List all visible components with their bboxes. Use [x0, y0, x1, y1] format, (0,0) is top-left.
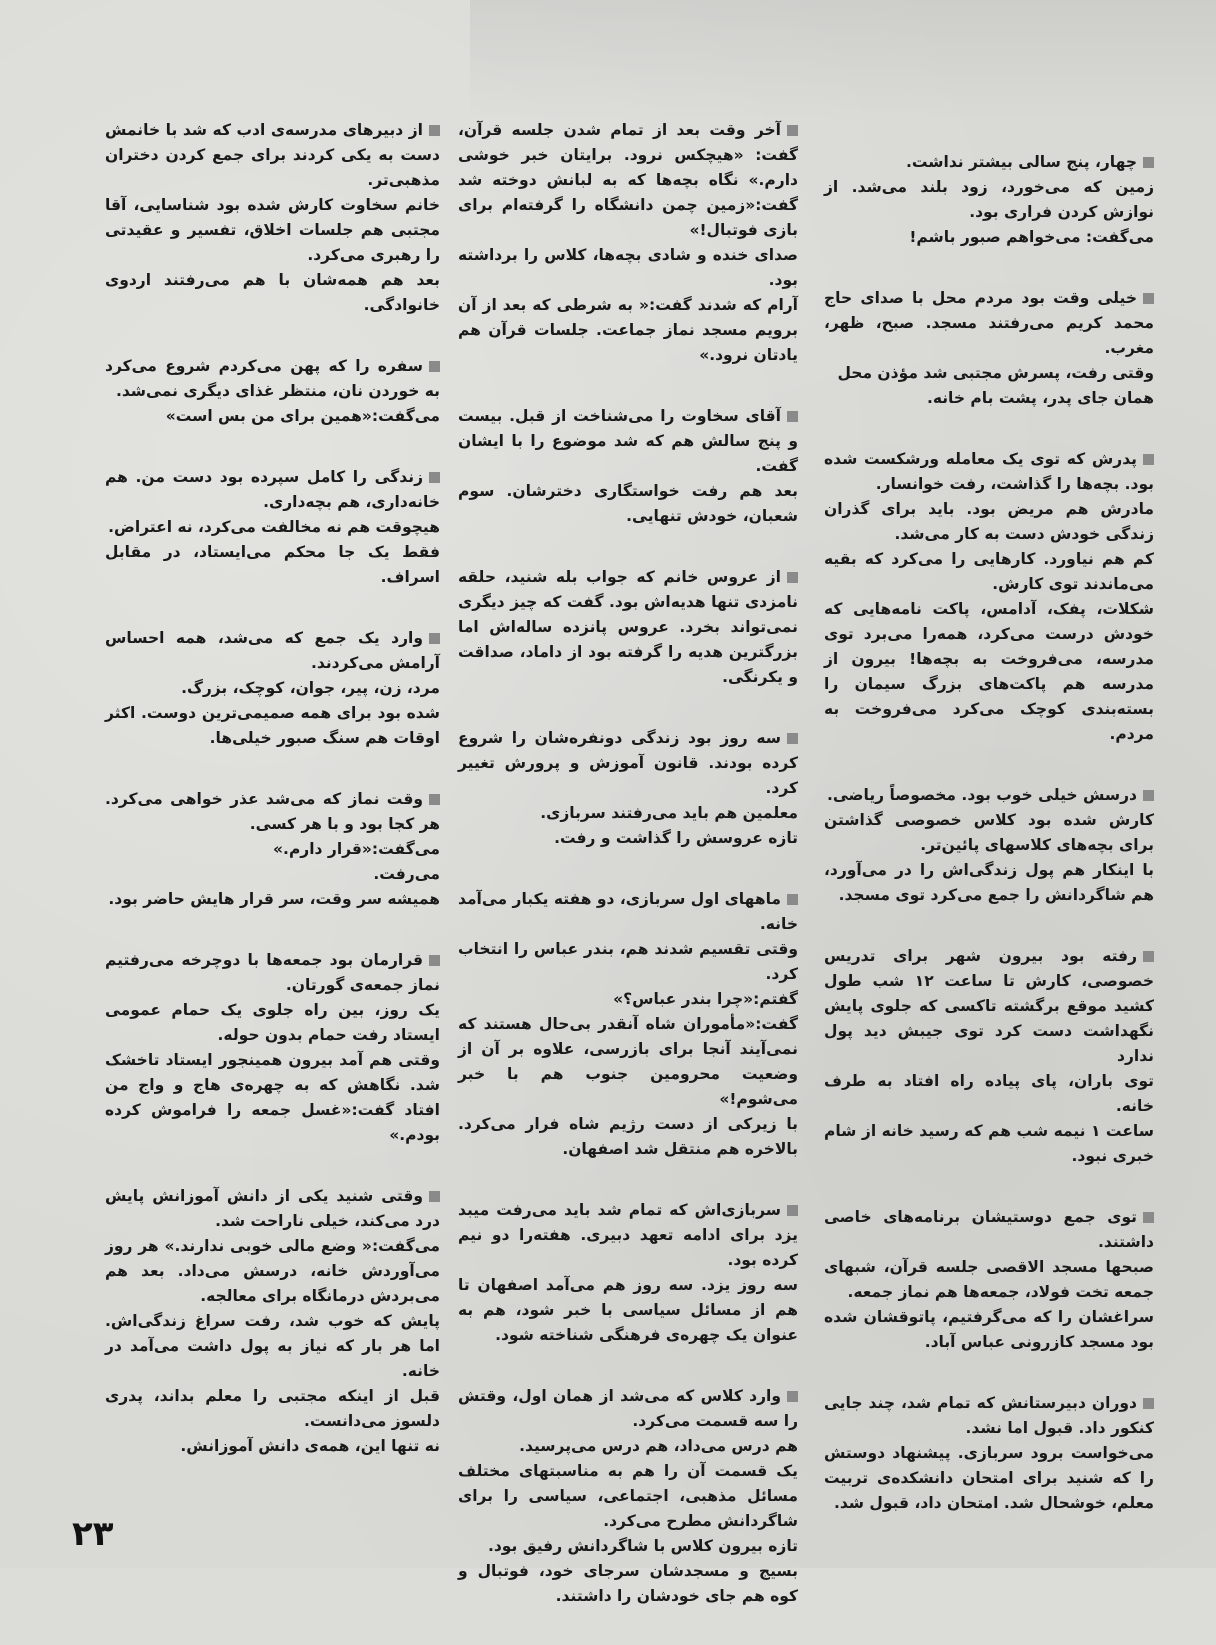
square-bullet-icon	[787, 1391, 798, 1402]
paragraph-line: بسیج و مسجدشان سرجای خود، فوتبال و کوه هم جای خودشان را داشتند.	[458, 1562, 798, 1605]
square-bullet-icon	[429, 125, 440, 136]
paragraph	[824, 447, 1154, 747]
paragraph-line: همیشه سر وقت، سر قرار هایش حاضر بود.	[108, 890, 440, 908]
paragraph-line: وقتی شنید یکی از دانش آموزانش پایش درد می‌کند، خیلی ناراحت شد.	[105, 1187, 440, 1230]
bleed-through-text	[470, 0, 1216, 120]
paragraph-line: مادرش هم مریض بود. باید برای گذران زندگی خودش دست به کار می‌شد.	[824, 500, 1154, 543]
paragraph	[458, 565, 798, 690]
paragraph-line: وقتی تقسیم شدند هم، بندر عباس را انتخاب کرد.	[458, 940, 798, 983]
paragraph-line: می‌گفت: می‌خواهم صبور باشم!	[909, 228, 1154, 246]
square-bullet-icon	[429, 1191, 440, 1202]
paragraph-line: قرارمان بود جمعه‌ها با دوچرخه می‌رفتیم نماز جمعه‌ی گورتان.	[105, 951, 440, 994]
paragraph-line: می‌خواست برود سربازی. پیشنهاد دوستش را که شنید برای امتحان دانشکده‌ی تربیت معلم، خوشحال شد. امتحان داد، قبول شد.	[824, 1444, 1154, 1512]
paragraph	[458, 1198, 798, 1348]
square-bullet-icon	[429, 361, 440, 372]
paragraph-line: وقتی هم آمد بیرون همینجور ایستاد تاخشک شد. نگاهش که به چهره‌ی هاج و واج من افتاد گفت:«غسل جمعه را فراموش کرده بودم.»	[105, 1051, 440, 1144]
paragraph-line: گفتم:«چرا بندر عباس؟»	[613, 990, 798, 1008]
paragraph-line: بعد هم همه‌شان با هم می‌رفتند اردوی خانوادگی.	[105, 271, 440, 314]
paragraph-line: کم هم نیاورد. کارهایی را می‌کرد که بقیه می‌ماندند توی کارش.	[824, 550, 1154, 593]
paragraph	[458, 1384, 798, 1609]
paragraph	[824, 944, 1154, 1169]
paragraph-line: سربازی‌اش که تمام شد باید می‌رفت میبد یزد برای ادامه تعهد دبیری. هفته‌را دو نیم کرده بود.	[458, 1201, 798, 1269]
paragraph-line: سه روز یزد. سه روز هم می‌آمد اصفهان تا هم از مسائل سیاسی با خبر شود، هم به عنوان یک چهره‌ی فرهنگی شناخته شود.	[458, 1276, 798, 1344]
paragraph-line: آرام که شدند گفت:« به شرطی که بعد از آن برویم مسجد نماز جماعت. جلسات قرآن هم یادتان نرود.»	[458, 296, 798, 364]
paragraph-line: آخر وقت بعد از تمام شدن جلسه قرآن، گفت: «هیچکس نرود. برایتان خبر خوشی دارم.» نگاه بچه‌ها که به لبانش دوخته شد گفت:«زمین چمن دانشگاه را گرفته‌ام برای بازی فوتبال!»	[458, 121, 798, 239]
square-bullet-icon	[1143, 1212, 1154, 1223]
square-bullet-icon	[787, 733, 798, 744]
paragraph-line: مرد، زن، پیر، جوان، کوچک، بزرگ.	[181, 679, 440, 697]
paragraph-line: هیچوقت هم نه مخالفت می‌کرد، نه اعتراض.	[108, 518, 440, 536]
square-bullet-icon	[787, 1205, 798, 1216]
paragraph	[824, 150, 1154, 250]
paragraph	[824, 1205, 1154, 1355]
square-bullet-icon	[1143, 293, 1154, 304]
paragraph	[105, 787, 440, 912]
paragraph-line: همان جای پدر، پشت بام خانه.	[926, 389, 1154, 407]
paragraph	[105, 1184, 440, 1459]
square-bullet-icon	[1143, 790, 1154, 801]
paragraph	[105, 626, 440, 751]
paragraph-line: سه روز بود زندگی دونفره‌شان را شروع کرده بودند. قانون آموزش و پرورش تغییر کرد.	[458, 729, 798, 797]
paragraph-line: وقتی رفت، پسرش مجتبی شد مؤذن محل	[837, 364, 1154, 382]
square-bullet-icon	[429, 955, 440, 966]
paragraph-line: هم درس می‌داد، هم درس می‌پرسید.	[519, 1437, 798, 1455]
square-bullet-icon	[1143, 454, 1154, 465]
paragraph	[105, 118, 440, 318]
page-number: ۲۳	[72, 1514, 114, 1554]
paragraph-line: پدرش که توی یک معامله ورشکست شده بود. بچه‌ها را گذاشت، رفت خوانسار.	[824, 450, 1154, 493]
paragraph-line: خیلی وقت بود مردم محل با صدای حاج محمد کریم می‌رفتند مسجد. صبح، ظهر، مغرب.	[824, 289, 1154, 357]
paragraph-line: زمین که می‌خورد، زود بلند می‌شد. از نوازش کردن فراری بود.	[824, 178, 1154, 221]
paragraph-line: وارد یک جمع که می‌شد، همه احساس آرامش می‌کردند.	[105, 629, 440, 672]
paragraph-line: می‌گفت:«همین برای من بس است»	[165, 407, 440, 425]
paragraph-line: می‌رفت.	[373, 865, 440, 883]
paragraph-line: قبل از اینکه مجتبی را معلم بداند، پدری دلسوز می‌دانست.	[105, 1387, 440, 1430]
paragraph-line: رفته بود بیرون شهر برای تدریس خصوصی، کارش تا ساعت ۱۲ شب طول کشید موقع برگشته تاکسی که جلوی پایش نگهداشت دست کرد توی جیبش دید پول ندارد	[824, 947, 1155, 1065]
square-bullet-icon	[429, 794, 440, 805]
paragraph-line: تازه بیرون کلاس با شاگردانش رفیق بود.	[487, 1537, 798, 1555]
paragraph-line: می‌گفت:« وضع مالی خوبی ندارند.» هر روز می‌آوردش خانه، درسش می‌داد. بعد هم می‌بردش درمانگاه برای معالجه.	[105, 1237, 440, 1305]
paragraph-line: آقای سخاوت را می‌شناخت از قبل. بیست و پنج سالش هم که شد موضوع را با ایشان گفت.	[458, 407, 798, 475]
paragraph	[105, 948, 440, 1148]
square-bullet-icon	[787, 572, 798, 583]
paragraph-line: چهار، پنج سالی بیشتر نداشت.	[824, 150, 1154, 175]
paragraph	[458, 887, 798, 1162]
paragraph-line: شکلات، پفک، آدامس، پاکت نامه‌هایی که خودش درست می‌کرد، همه‌را می‌برد توی مدرسه، می‌فروخت به بچه‌ها! بیرون از مدرسه هم پاکت‌های بزرگ سیمان را بسته‌بندی کوچک می‌کرد می‌فروخت به مردم.	[824, 600, 1154, 743]
paragraph-line: یک روز، بین راه جلوی یک حمام عمومی ایستاد رفت حمام بدون حوله.	[105, 1001, 440, 1044]
paragraph-line: فقط یک جا محکم می‌ایستاد، در مقابل اسراف.	[105, 543, 440, 586]
square-bullet-icon	[787, 411, 798, 422]
square-bullet-icon	[787, 125, 798, 136]
paragraph-line: با اینکار هم پول زندگی‌اش را در می‌آورد، هم شاگردانش را جمع می‌کرد توی مسجد.	[824, 861, 1154, 904]
column-right	[824, 150, 1154, 1552]
paragraph	[824, 286, 1154, 411]
square-bullet-icon	[787, 894, 798, 905]
paragraph-line: درسش خیلی خوب بود. مخصوصاً ریاضی.	[824, 783, 1154, 808]
paragraph-line: وارد کلاس که می‌شد از همان اول، وقتش را سه قسمت می‌کرد.	[458, 1387, 798, 1430]
square-bullet-icon	[1143, 1398, 1154, 1409]
square-bullet-icon	[429, 472, 440, 483]
paragraph-line: دوران دبیرستانش که تمام شد، چند جایی کنکور داد. قبول اما نشد.	[824, 1394, 1154, 1437]
paragraph-line: زندگی را کامل سپرده بود دست من. هم خانه‌داری، هم بچه‌داری.	[105, 468, 440, 511]
paragraph-line: کارش شده بود کلاس خصوصی گذاشتن برای بچه‌های کلاسهای پائین‌تر.	[824, 811, 1154, 854]
paragraph-line: تازه عروسش را گذاشت و رفت.	[554, 829, 798, 847]
paragraph	[458, 404, 798, 529]
paragraph-line: صدای خنده و شادی بچه‌ها، کلاس را برداشته بود.	[458, 246, 798, 289]
paragraph-line: وقت نماز که می‌شد عذر خواهی می‌کرد. هر کجا بود و با هر کسی.	[105, 790, 440, 833]
paragraph-line: پایش که خوب شد، رفت سراغ زندگی‌اش. اما هر بار که نیاز به پول داشت می‌آمد در خانه.	[105, 1312, 440, 1380]
paragraph	[824, 783, 1154, 908]
square-bullet-icon	[1143, 951, 1154, 962]
paragraph	[824, 1391, 1154, 1516]
column-left	[105, 118, 440, 1495]
paragraph-line: از دبیرهای مدرسه‌ی ادب که شد با خانمش دست به یکی کردند برای جمع کردن دختران مذهبی‌تر.	[105, 121, 440, 189]
paragraph-line: معلمین هم باید می‌رفتند سربازی.	[540, 804, 798, 822]
paragraph-line: شده بود برای همه صمیمی‌ترین دوست. اکثر اوقات هم سنگ صبور خیلی‌ها.	[105, 704, 440, 747]
paragraph-line: نه تنها این، همه‌ی دانش آموزانش.	[180, 1437, 440, 1455]
paragraph-line: خانم سخاوت کارش شده بود شناسایی، آقا مجتبی هم جلسات اخلاق، تفسیر و عقیدتی را رهبری می‌کرد.	[105, 196, 440, 264]
paragraph-line: بعد هم رفت خواستگاری دخترشان. سوم شعبان، خودش تنهایی.	[458, 482, 798, 525]
paragraph-line: می‌گفت:«قرار دارم.»	[273, 840, 440, 858]
paragraph-line: توی جمع دوستیشان برنامه‌های خاصی داشتند.	[824, 1208, 1154, 1251]
paragraph-line: سفره را که پهن می‌کردم شروع می‌کرد به خوردن نان، منتظر غذای دیگری نمی‌شد.	[105, 357, 440, 400]
paragraph	[105, 354, 440, 429]
paragraph-line: گفت:«مأموران شاه آنقدر بی‌حال هستند که نمی‌آیند آنجا برای بازرسی، علاوه بر آن از وضعیت محرومین جنوب هم با خبر می‌شوم!»	[458, 1015, 798, 1108]
paragraph	[458, 118, 798, 368]
column-middle	[458, 118, 798, 1645]
paragraph-line: صبحها مسجد الاقصی جلسه قرآن، شبهای جمعه تخت فولاد، جمعه‌ها هم نماز جمعه.	[824, 1258, 1154, 1301]
square-bullet-icon	[429, 633, 440, 644]
paragraph-line: توی باران، پای پیاده راه افتاد به طرف خانه.	[824, 1072, 1154, 1115]
paragraph	[458, 726, 798, 851]
paragraph-line: سراغشان را که می‌گرفتیم، پاتوقشان شده بود مسجد کازرونی عباس آباد.	[824, 1308, 1154, 1351]
paragraph-line: ساعت ۱ نیمه شب هم که رسید خانه از شام خبری نبود.	[824, 1122, 1154, 1165]
square-bullet-icon	[1143, 157, 1154, 168]
paragraph	[105, 465, 440, 590]
paragraph-line: از عروس خانم که جواب بله شنید، حلقه نامزدی تنها هدیه‌اش بود. گفت که چیز دیگری نمی‌تواند بخرد. عروس پانزده ساله‌اش اما بزرگترین هدیه را گرفته بود از داماد، صداقت و یکرنگی.	[458, 568, 798, 686]
paragraph-line: ماههای اول سربازی، دو هفته یکبار می‌آمد خانه.	[457, 890, 798, 933]
paragraph-line: با زیرکی از دست رژیم شاه فرار می‌کرد. بالاخره هم منتقل شد اصفهان.	[458, 1115, 798, 1158]
paragraph-line: یک قسمت آن را هم به مناسبتهای مختلف مسائل مذهبی، اجتماعی، سیاسی را برای شاگردانش مطرح می‌کرد.	[458, 1462, 798, 1530]
